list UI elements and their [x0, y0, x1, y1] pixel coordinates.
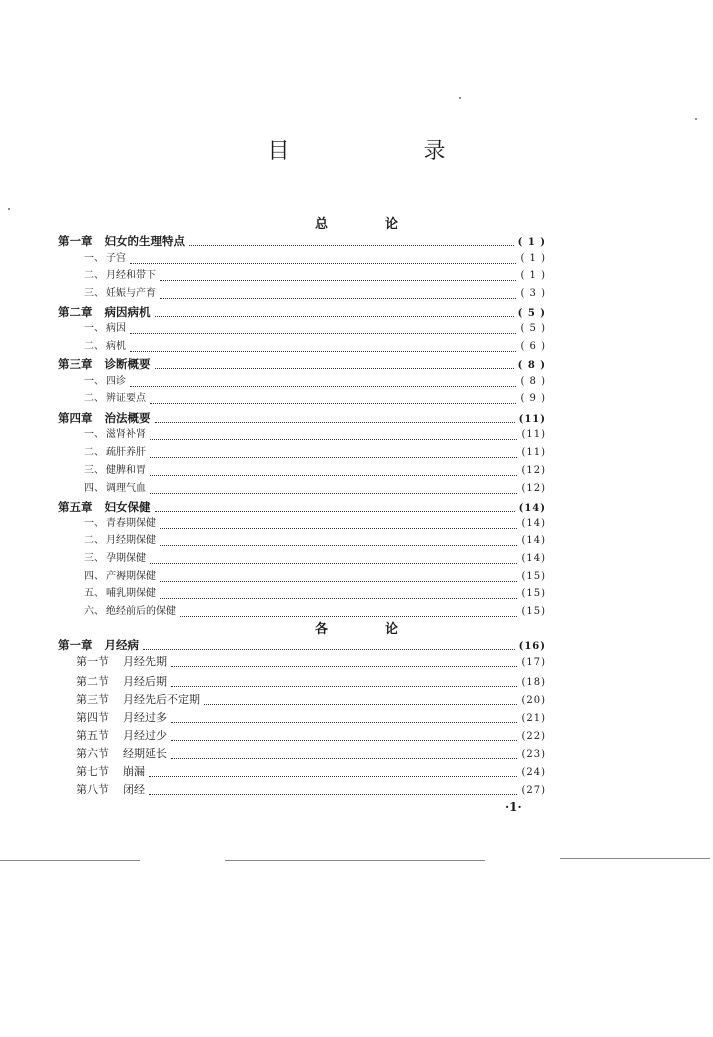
toc-entry-page: ( 8 )	[517, 360, 546, 371]
dot-leader	[160, 289, 516, 299]
toc-entry-number: 第三节	[76, 693, 109, 706]
toc-entry-number: 第八节	[76, 783, 109, 796]
toc-entry-page: (15)	[521, 571, 546, 582]
toc-entry-title: 病因	[106, 323, 126, 334]
dot-leader	[130, 342, 516, 352]
toc-entry-title: 经期延长	[123, 747, 167, 760]
dot-leader	[150, 448, 517, 458]
toc-entry-title: 妇女的生理特点	[104, 234, 185, 248]
page-number: ·1·	[505, 800, 522, 814]
toc-entry-number: 二、	[84, 535, 104, 546]
dot-leader	[160, 519, 517, 529]
dot-leader	[171, 677, 517, 687]
toc-entry-page: (22)	[521, 731, 546, 742]
dot-leader	[149, 785, 517, 795]
toc-entry-number: 第二章	[58, 305, 93, 319]
scan-line	[0, 860, 140, 861]
toc-entry-number: 第四章	[58, 411, 93, 425]
toc-entry-page: (14)	[521, 553, 546, 564]
dot-leader	[171, 731, 517, 741]
dot-leader	[171, 657, 517, 667]
page-title: 目 录	[267, 139, 502, 164]
toc-entry-page: (12)	[521, 465, 546, 476]
toc-entry-page: (16)	[518, 641, 546, 652]
dot-leader	[130, 324, 516, 334]
toc-entry-title: 孕期保健	[106, 553, 146, 564]
dot-leader	[155, 359, 514, 369]
toc-entry	[76, 728, 546, 744]
toc-entry-number: 二、	[84, 393, 104, 404]
toc-entry-page: (11)	[518, 414, 546, 425]
toc-entry-number: 第五节	[76, 729, 109, 742]
toc-entry-title: 青春期保健	[106, 518, 156, 529]
toc-entry-page: ( 9 )	[520, 393, 546, 404]
toc-entry-number: 第七节	[76, 765, 109, 778]
scan-speck	[695, 118, 697, 120]
dot-leader	[160, 536, 517, 546]
toc-entry-title: 月经期保健	[106, 535, 156, 546]
toc-entry-page: (21)	[521, 713, 546, 724]
toc-entry	[84, 445, 546, 461]
dot-leader	[150, 554, 517, 564]
toc-entry	[76, 782, 546, 798]
toc-entry-number: 第六节	[76, 747, 109, 760]
dot-leader	[160, 589, 517, 599]
toc-entry-number: 第二节	[76, 675, 109, 688]
toc-entry	[76, 710, 546, 726]
section-heading-general: 总 论	[314, 217, 420, 232]
toc-entry	[76, 764, 546, 780]
toc-entry-title: 治法概要	[104, 411, 151, 425]
dot-leader	[150, 430, 517, 440]
dot-leader	[150, 394, 516, 404]
toc-entry-number: 四、	[84, 483, 104, 494]
toc-entry-number: 四、	[84, 571, 104, 582]
toc-entry-title: 绝经前后的保健	[106, 606, 176, 617]
toc-entry	[84, 286, 546, 302]
toc-entry-title: 诊断概要	[104, 357, 151, 371]
toc-entry-title: 妇女保健	[104, 500, 151, 514]
dot-leader	[160, 271, 516, 281]
toc-entry-number: 二、	[84, 447, 104, 458]
toc-entry	[58, 499, 546, 515]
toc-entry-page: (27)	[521, 785, 546, 796]
toc-entry-number: 第三章	[58, 357, 93, 371]
toc-entry	[58, 410, 546, 426]
dot-leader	[180, 607, 517, 617]
toc-entry-title: 滋肾补肾	[106, 429, 146, 440]
toc-entry-page: (20)	[521, 695, 546, 706]
toc-entry	[84, 268, 546, 284]
toc-entry-page: (17)	[521, 657, 546, 668]
toc-entry-title: 月经后期	[123, 675, 167, 688]
toc-entry-number: 二、	[84, 341, 104, 352]
dot-leader	[160, 572, 517, 582]
toc-entry-number: 三、	[84, 465, 104, 476]
dot-leader	[155, 502, 515, 512]
toc-entry	[84, 321, 546, 337]
toc-entry-title: 崩漏	[123, 765, 145, 778]
toc-entry-number: 一、	[84, 518, 104, 529]
toc-entry-number: 六、	[84, 606, 104, 617]
toc-entry-number: 五、	[84, 588, 104, 599]
toc-entry-page: (12)	[521, 483, 546, 494]
toc-entry-page: ( 1 )	[517, 237, 546, 248]
toc-entry-number: 第一节	[76, 655, 109, 668]
toc-entry	[84, 516, 546, 532]
scan-line	[560, 858, 710, 859]
toc-entry-page: ( 8 )	[520, 376, 546, 387]
toc-entry-page: (11)	[521, 447, 546, 458]
toc-entry-title: 产褥期保健	[106, 571, 156, 582]
toc-entry-title: 辨证要点	[106, 393, 146, 404]
toc-entry	[76, 746, 546, 762]
toc-entry	[84, 391, 546, 407]
toc-entry-title: 疏肝养肝	[106, 447, 146, 458]
toc-entry-number: 第五章	[58, 500, 93, 514]
toc-entry	[84, 604, 546, 620]
toc-entry-page: (23)	[521, 749, 546, 760]
toc-entry-number: 三、	[84, 553, 104, 564]
toc-entry-page: (15)	[521, 588, 546, 599]
toc-entry-page: ( 3 )	[520, 288, 546, 299]
toc-entry-title: 月经先期	[123, 655, 167, 668]
toc-entry-number: 一、	[84, 323, 104, 334]
toc-entry	[84, 427, 546, 443]
toc-entry-page: (14)	[521, 535, 546, 546]
dot-leader	[149, 767, 517, 777]
toc-entry	[58, 233, 546, 249]
toc-entry-title: 月经过少	[123, 729, 167, 742]
toc-entry	[76, 654, 546, 670]
toc-entry	[76, 692, 546, 708]
toc-entry	[58, 304, 546, 320]
toc-entry-page: (24)	[521, 767, 546, 778]
toc-entry-number: 一、	[84, 429, 104, 440]
toc-entry	[58, 356, 546, 372]
toc-entry-page: (18)	[521, 677, 546, 688]
dot-leader	[171, 749, 517, 759]
section-heading-specific: 各 论	[314, 622, 420, 637]
toc-entry-number: 第四节	[76, 711, 109, 724]
toc-entry-title: 病因病机	[104, 305, 151, 319]
dot-leader	[130, 254, 516, 264]
toc-entry-page: ( 6 )	[520, 341, 546, 352]
toc-entry	[84, 551, 546, 567]
toc-entry-page: (14)	[521, 518, 546, 529]
toc-entry	[84, 339, 546, 355]
toc-entry-number: 二、	[84, 270, 104, 281]
toc-entry-number: 一、	[84, 253, 104, 264]
toc-entry	[84, 569, 546, 585]
toc-entry	[84, 251, 546, 267]
toc-entry-title: 月经和带下	[106, 270, 156, 281]
toc-entry	[58, 637, 546, 653]
toc-entry	[84, 481, 546, 497]
toc-entry-title: 病机	[106, 341, 126, 352]
toc-entry-number: 第一章	[58, 638, 93, 652]
dot-leader	[130, 377, 516, 387]
toc-entry-page: ( 1 )	[520, 270, 546, 281]
dot-leader	[171, 713, 517, 723]
toc-entry-page: (15)	[521, 606, 546, 617]
toc-entry-title: 妊娠与产育	[106, 288, 156, 299]
toc-entry-page: ( 5 )	[517, 308, 546, 319]
dot-leader	[155, 307, 514, 317]
toc-entry-title: 闭经	[123, 783, 145, 796]
toc-entry-page: ( 5 )	[520, 323, 546, 334]
dot-leader	[150, 484, 517, 494]
dot-leader	[204, 695, 517, 705]
scan-speck	[8, 208, 10, 210]
toc-entry-title: 哺乳期保健	[106, 588, 156, 599]
scan-speck	[459, 97, 461, 99]
toc-entry-page: ( 1 )	[520, 253, 546, 264]
toc-entry	[84, 463, 546, 479]
toc-entry-number: 三、	[84, 288, 104, 299]
dot-leader	[143, 640, 515, 650]
toc-entry-page: (11)	[521, 429, 546, 440]
toc-entry-page: (14)	[518, 503, 546, 514]
toc-entry-title: 四诊	[106, 376, 126, 387]
toc-entry-number: 第一章	[58, 234, 93, 248]
dot-leader	[150, 466, 517, 476]
toc-entry-title: 月经过多	[123, 711, 167, 724]
dot-leader	[189, 236, 514, 246]
toc-entry-title: 健脾和胃	[106, 465, 146, 476]
toc-entry	[84, 586, 546, 602]
toc-entry-number: 一、	[84, 376, 104, 387]
toc-entry	[84, 533, 546, 549]
toc-entry-title: 月经病	[104, 638, 139, 652]
scan-line	[225, 860, 485, 861]
toc-entry-title: 调理气血	[106, 483, 146, 494]
toc-entry	[76, 674, 546, 690]
toc-entry	[84, 374, 546, 390]
dot-leader	[155, 413, 515, 423]
toc-entry-title: 月经先后不定期	[123, 693, 200, 706]
toc-entry-title: 子宫	[106, 253, 126, 264]
